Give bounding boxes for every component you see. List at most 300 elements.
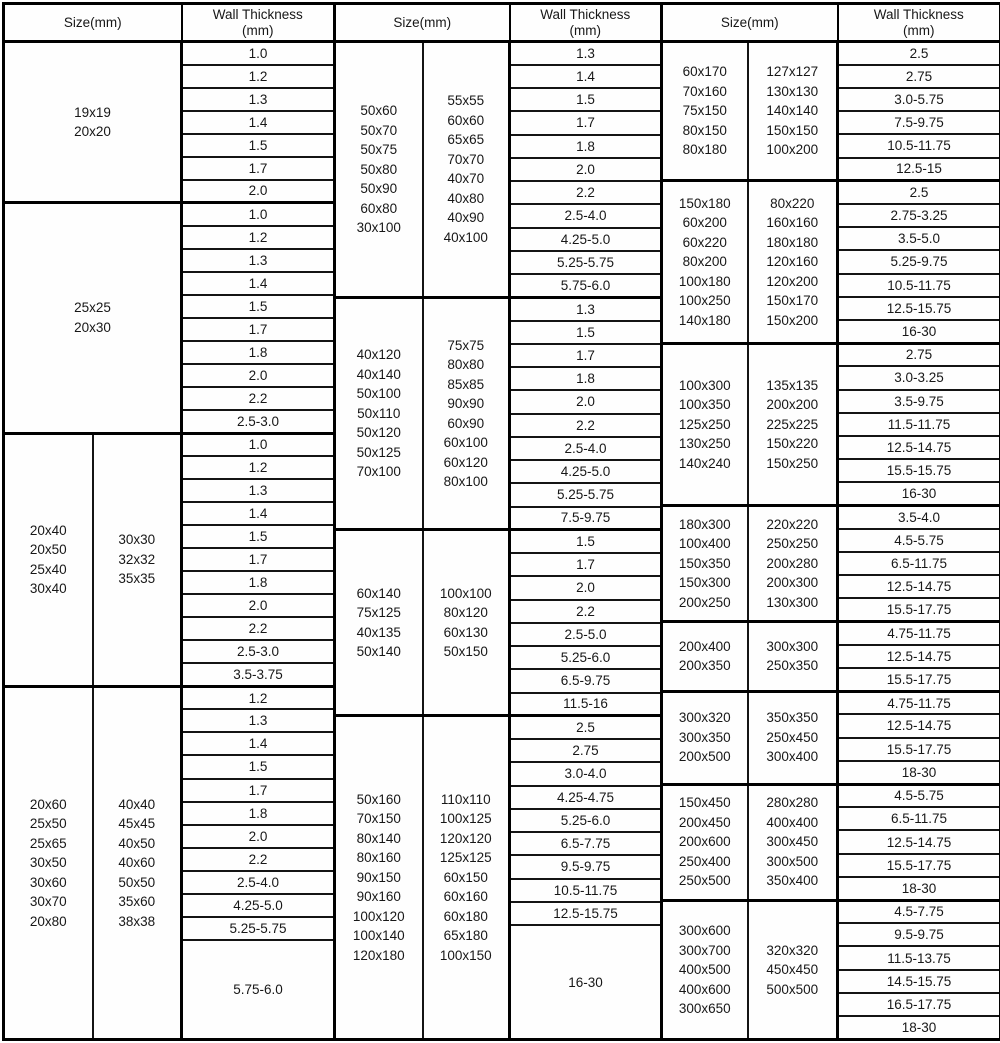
size-value: 40x135 [356,624,401,640]
wall-thickness-cell: 15.5-17.75 [838,738,1000,761]
size-value: 60x200 [682,215,727,231]
wall-thickness-cell: 1.7 [182,157,335,180]
wall-thickness-cell: 1.3 [182,709,335,732]
wall-thickness-cell: 3.5-9.75 [838,390,1000,413]
size-value: 200x200 [766,397,819,413]
wall-thickness-cell: 11.5-11.75 [838,413,1000,436]
wall-thickness-cell: 2.2 [510,181,662,204]
table-row [4,42,335,65]
size-value: 60x160 [443,889,488,905]
size-value: 40x80 [447,190,485,206]
size-value: 40x100 [443,229,488,245]
size-group-cell-p3-s8-c2 [748,900,838,1039]
wall-thickness-cell: 1.3 [182,479,335,502]
size-value: 450x450 [766,962,819,977]
wall-thickness-cell: 12.5-14.75 [838,436,1000,459]
wall-thickness-cell: 2.0 [510,158,662,181]
wall-thickness-cell: 15.5-17.75 [838,668,1000,691]
wall-thickness-cell: 1.2 [182,456,335,479]
size-value: 140x180 [678,312,731,328]
size-value: 30x30 [118,532,156,548]
size-value: 150x150 [766,122,819,138]
size-value: 45x45 [118,816,156,832]
wall-thickness-cell: 1.8 [510,367,662,390]
size-value: 60x140 [356,585,401,601]
wall-thickness-cell: 2.2 [182,848,335,871]
size-value: 85x85 [447,376,485,392]
wall-thickness-cell: 2.0 [182,364,335,387]
size-value: 140x140 [766,103,819,119]
size-value: 50x110 [357,405,401,421]
size-value: 500x500 [766,981,819,997]
wall-thickness-cell: 2.2 [182,617,335,640]
wall-thickness-cell: 5.25-6.0 [510,646,662,669]
size-group-cell-p3-s6-c1 [662,691,748,784]
wall-thickness-cell: 1.7 [510,111,662,134]
size-group-cell-p3-s8-c1 [662,900,748,1039]
wall-thickness-cell: 1.5 [182,295,335,318]
tube-size-wall-thickness-table [2,2,998,1041]
size-value: 60x100 [443,435,488,450]
size-value: 100x120 [352,908,405,924]
size-value: 20x40 [29,522,67,538]
wall-thickness-cell: 5.25-5.75 [510,251,662,274]
size-value: 120x120 [439,830,492,846]
wall-thickness-cell: 6.5-7.75 [510,832,662,855]
wall-thickness-cell: 5.75-6.0 [510,274,662,297]
wall-thickness-cell: 1.7 [510,344,662,367]
table-row [4,203,335,226]
size-value: 125x250 [678,416,731,432]
size-group-cell-p2-s1-c2 [423,42,510,298]
size-group-cell-p2-s3-c1 [335,530,423,716]
size-value: 300x320 [678,710,731,726]
wall-thickness-cell: 2.0 [182,594,335,617]
size-group-cell-p2-s4-c2 [423,716,510,1040]
size-group-cell-p2-s3-c2 [423,530,510,716]
wall-thickness-cell: 12.5-15.75 [510,902,662,925]
table-row [662,900,1000,923]
size-value: 200x400 [678,638,731,654]
table-row [335,297,662,320]
wall-thickness-cell: 5.25-5.75 [510,483,662,506]
wall-thickness-cell: 5.25-5.75 [182,917,335,940]
size-value: 80x140 [356,830,401,846]
size-group-cell-p1-s2-c1 [4,203,182,433]
size-value: 300x400 [766,749,819,765]
table-row [662,784,1000,807]
wall-thickness-cell: 1.2 [182,65,335,88]
size-value: 70x70 [447,151,485,167]
wall-thickness-cell: 1.3 [510,297,662,320]
size-value: 250x400 [678,853,731,869]
size-value: 75x75 [447,337,485,353]
size-value: 80x80 [447,357,485,372]
size-value: 150x450 [678,795,731,811]
wall-thickness-cell: 18-30 [838,877,1000,900]
size-group-cell-p3-s4-c2 [748,506,838,622]
wall-thickness-cell: 2.5-5.0 [510,623,662,646]
size-value: 30x70 [29,894,67,910]
size-value: 400x400 [766,814,819,830]
size-value: 50x80 [360,161,398,177]
size-group-cell-p1-s4-c1 [4,686,93,1039]
wall-thickness-cell: 2.0 [182,825,335,848]
size-value: 120x160 [766,254,819,270]
size-group-cell-p2-s2-c1 [335,297,423,530]
table-row [4,433,335,456]
size-value: 80x160 [356,850,401,866]
size-value: 20x80 [29,913,67,929]
size-group-cell-p3-s1-c1 [662,42,748,181]
wall-thickness-cell: 12.5-14.75 [838,575,1000,598]
size-value: 280x280 [766,795,819,811]
wall-thickness-cell: 4.5-7.75 [838,900,1000,923]
wall-thickness-cell: 1.5 [182,755,335,778]
wall-thickness-header-line: Wall Thickness [212,6,303,22]
size-value: 30x50 [29,855,67,871]
wall-thickness-cell: 1.0 [182,42,335,65]
size-value: 25x50 [29,816,67,832]
size-value: 250x250 [766,536,819,552]
wall-thickness-cell: 2.0 [182,180,335,203]
size-value: 200x600 [678,834,731,850]
size-value: 140x240 [678,455,731,471]
size-value: 80x200 [682,254,727,270]
wall-thickness-cell: 1.8 [510,135,662,158]
size-group-cell-p2-s1-c1 [335,42,423,298]
size-value: 80x180 [682,142,727,158]
size-value: 120x180 [352,947,405,963]
size-value: 65x180 [443,928,488,944]
size-value: 300x450 [766,834,819,850]
wall-thickness-cell: 1.8 [182,341,335,364]
wall-thickness-cell: 9.5-9.75 [510,855,662,878]
wall-thickness-cell: 12.5-14.75 [838,645,1000,668]
size-value: 30x40 [29,581,67,597]
size-value: 50x75 [360,142,398,158]
wall-thickness-cell: 4.25-5.0 [510,460,662,483]
size-group-cell-p3-s3-c1 [662,343,748,505]
wall-thickness-cell: 16-30 [838,320,1000,343]
wall-thickness-cell: 6.5-9.75 [510,669,662,692]
size-value: 50x60 [360,103,398,119]
size-value: 180x300 [678,516,731,532]
wall-thickness-cell: 5.25-9.75 [838,250,1000,273]
wall-thickness-column-header [838,4,1000,42]
wall-thickness-header-line: (mm) [903,22,935,38]
size-value: 100x250 [678,293,731,309]
wall-thickness-cell: 2.5-4.0 [510,437,662,460]
table-row [335,42,662,65]
size-value: 50x70 [360,122,398,138]
size-value: 60x170 [682,64,727,80]
wall-thickness-cell: 5.25-6.0 [510,809,662,832]
size-value: 400x600 [678,981,731,997]
size-value: 200x300 [766,575,819,591]
wall-thickness-cell: 1.3 [182,88,335,111]
size-value: 60x90 [447,415,485,431]
size-value: 250x500 [678,873,731,889]
size-value: 19x19 [74,104,111,120]
wall-thickness-cell: 1.5 [510,321,662,344]
size-value: 40x120 [356,347,401,363]
size-value: 90x160 [356,889,401,905]
wall-thickness-cell: 1.5 [182,134,335,157]
wall-thickness-cell: 2.5-4.0 [510,204,662,227]
size-value: 135x135 [766,377,819,393]
size-column-header: Size(mm) [4,4,182,42]
wall-thickness-cell: 2.2 [510,414,662,437]
wall-thickness-header-line: (mm) [242,22,274,38]
wall-thickness-cell: 1.4 [182,111,335,134]
size-value: 200x450 [678,814,731,830]
wall-thickness-cell: 1.2 [182,226,335,249]
size-value: 50x125 [356,444,401,460]
wall-thickness-cell: 4.5-5.75 [838,529,1000,552]
wall-thickness-cell: 15.5-17.75 [838,598,1000,621]
size-value: 100x125 [439,811,492,827]
size-value: 100x140 [352,928,405,944]
wall-thickness-cell: 6.5-11.75 [838,552,1000,575]
size-value: 400x500 [678,962,731,977]
size-value: 50x100 [356,386,401,402]
wall-thickness-cell: 11.5-16 [510,693,662,716]
size-group-cell-p3-s5-c1 [662,622,748,692]
wall-thickness-cell: 3.0-4.0 [510,762,662,785]
size-value: 40x50 [118,835,156,851]
size-value: 300x300 [766,638,819,654]
size-value: 20x50 [29,542,67,558]
size-value: 60x220 [682,234,727,250]
spec-table-panel-2 [333,2,663,1041]
wall-thickness-cell: 7.5-9.75 [838,111,1000,134]
size-value: 60x130 [443,624,488,640]
wall-thickness-cell: 1.7 [182,548,335,571]
wall-thickness-cell: 2.5 [838,181,1000,204]
wall-thickness-cell: 1.8 [182,571,335,594]
wall-thickness-cell: 18-30 [838,1016,1000,1039]
size-value: 80x150 [682,122,727,138]
table-row [662,343,1000,366]
size-value: 100x180 [678,273,731,289]
table-row [662,42,1000,65]
wall-thickness-cell: 15.5-17.75 [838,854,1000,877]
size-value: 300x650 [678,1001,731,1016]
size-group-cell-p1-s3-c1 [4,433,93,686]
size-group-cell-p3-s5-c2 [748,622,838,692]
size-group-cell-p3-s4-c1 [662,506,748,622]
size-value: 127x127 [766,64,819,80]
wall-thickness-cell: 14.5-15.75 [838,970,1000,993]
wall-thickness-cell: 1.7 [510,553,662,576]
wall-thickness-cell: 16.5-17.75 [838,993,1000,1016]
wall-thickness-cell: 2.75 [510,739,662,762]
size-value: 100x350 [678,397,731,413]
wall-thickness-cell: 1.0 [182,203,335,226]
wall-thickness-cell: 10.5-11.75 [838,274,1000,297]
size-value: 300x500 [766,853,819,869]
size-value: 90x90 [447,396,485,411]
wall-thickness-cell: 3.5-5.0 [838,227,1000,250]
size-value: 60x180 [443,908,488,924]
size-value: 30x100 [356,220,401,236]
size-value: 200x250 [678,594,731,610]
wall-thickness-cell: 1.3 [182,249,335,272]
size-value: 300x600 [678,923,731,938]
size-value: 40x90 [447,210,485,226]
size-value: 55x55 [447,93,485,109]
size-value: 200x500 [678,749,731,765]
wall-thickness-cell: 10.5-11.75 [510,879,662,902]
wall-thickness-cell: 4.75-11.75 [838,622,1000,645]
wall-thickness-cell: 2.2 [510,600,662,623]
wall-thickness-cell: 9.5-9.75 [838,923,1000,946]
wall-thickness-cell: 7.5-9.75 [510,507,662,530]
size-group-cell-p2-s2-c2 [423,297,510,530]
wall-thickness-header-line: Wall Thickness [540,6,631,22]
size-value: 32x32 [118,551,156,567]
size-group-cell-p3-s7-c1 [662,784,748,900]
size-value: 60x60 [447,112,485,128]
wall-thickness-header-line: (mm) [569,22,601,38]
table-row [662,622,1000,645]
wall-thickness-header-line: Wall Thickness [873,6,964,22]
size-value: 70x160 [682,83,727,99]
wall-thickness-cell: 3.5-3.75 [182,663,335,686]
wall-thickness-cell: 12.5-15.75 [838,297,1000,320]
wall-thickness-cell: 2.5-3.0 [182,640,335,663]
wall-thickness-cell: 4.25-4.75 [510,786,662,809]
table-row [662,506,1000,529]
wall-thickness-cell: 12.5-14.75 [838,830,1000,853]
size-value: 130x130 [766,83,819,99]
wall-thickness-cell: 5.75-6.0 [182,940,335,1040]
size-group-cell-p3-s1-c2 [748,42,838,181]
size-value: 150x350 [678,555,731,571]
wall-thickness-cell: 1.5 [182,525,335,548]
size-value: 250x450 [766,729,819,745]
wall-thickness-cell: 2.5 [838,42,1000,65]
table-row [335,530,662,553]
spec-table-panel-1 [2,2,336,1041]
wall-thickness-cell: 18-30 [838,761,1000,784]
wall-thickness-cell: 2.75 [838,65,1000,88]
size-value: 100x300 [678,377,731,393]
size-value: 70x100 [356,464,401,480]
wall-thickness-cell: 2.0 [510,576,662,599]
size-value: 60x80 [360,200,398,216]
size-value: 70x150 [356,811,401,827]
wall-thickness-cell: 2.2 [182,387,335,410]
table-row [662,691,1000,714]
size-value: 150x200 [766,312,819,328]
size-value: 350x400 [766,873,819,889]
wall-thickness-cell: 12.5-14.75 [838,714,1000,737]
wall-thickness-cell: 1.0 [182,433,335,456]
size-group-cell-p1-s3-c2 [93,433,182,686]
wall-thickness-cell: 1.7 [182,318,335,341]
size-value: 150x250 [766,455,819,471]
wall-thickness-cell: 1.2 [182,686,335,709]
size-value: 100x100 [439,585,492,601]
wall-thickness-cell: 3.0-5.75 [838,88,1000,111]
size-value: 50x150 [443,644,488,660]
size-value: 25x40 [29,561,67,577]
size-value: 80x220 [770,195,815,211]
size-value: 20x20 [74,124,111,140]
wall-thickness-cell: 10.5-11.75 [838,134,1000,157]
size-column-header: Size(mm) [662,4,838,42]
wall-thickness-cell: 6.5-11.75 [838,807,1000,830]
size-group-cell-p3-s2-c1 [662,181,748,343]
wall-thickness-cell: 1.4 [510,65,662,88]
size-value: 100x150 [439,947,492,963]
wall-thickness-cell: 2.5-3.0 [182,410,335,433]
wall-thickness-cell: 1.4 [182,272,335,295]
spec-table-panel-3 [660,2,1000,1041]
size-value: 100x200 [766,142,819,158]
size-value: 50x140 [356,644,401,660]
size-value: 100x400 [678,536,731,552]
size-value: 150x180 [678,195,731,211]
size-value: 150x220 [766,436,819,452]
size-value: 80x120 [443,605,488,621]
size-group-cell-p3-s7-c2 [748,784,838,900]
size-value: 300x700 [678,942,731,958]
size-group-cell-p1-s4-c2 [93,686,182,1039]
size-value: 250x350 [766,658,819,674]
size-value: 75x150 [682,103,727,119]
wall-thickness-cell: 15.5-15.75 [838,459,1000,482]
wall-thickness-cell: 16-30 [510,925,662,1040]
wall-thickness-cell: 1.3 [510,42,662,65]
table-row [4,686,335,709]
size-value: 130x250 [678,436,731,452]
size-value: 150x170 [766,293,819,309]
size-value: 160x160 [766,215,819,231]
size-value: 65x65 [447,132,485,148]
size-value: 40x60 [118,855,156,871]
size-value: 30x60 [29,874,67,890]
wall-thickness-column-header [510,4,662,42]
wall-thickness-cell: 1.4 [182,732,335,755]
size-value: 110x110 [440,791,491,807]
wall-thickness-cell: 2.0 [510,390,662,413]
size-value: 220x220 [766,516,819,532]
size-group-cell-p3-s2-c2 [748,181,838,343]
table-row [335,716,662,739]
size-value: 40x70 [447,171,485,187]
size-value: 125x125 [439,850,492,866]
size-value: 320x320 [766,942,819,958]
wall-thickness-cell: 1.8 [182,802,335,825]
wall-thickness-cell: 1.4 [182,502,335,525]
size-value: 300x350 [678,729,731,745]
size-value: 120x200 [766,273,819,289]
wall-thickness-cell: 1.7 [182,779,335,802]
wall-thickness-cell: 1.5 [510,530,662,553]
size-value: 75x125 [356,605,401,621]
wall-thickness-cell: 4.25-5.0 [182,894,335,917]
size-group-cell-p2-s4-c1 [335,716,423,1040]
size-value: 38x38 [118,913,156,929]
size-value: 200x280 [766,555,819,571]
size-value: 50x120 [356,425,401,441]
wall-thickness-cell: 2.5-4.0 [182,871,335,894]
size-value: 80x100 [443,474,488,489]
wall-thickness-cell: 4.75-11.75 [838,691,1000,714]
